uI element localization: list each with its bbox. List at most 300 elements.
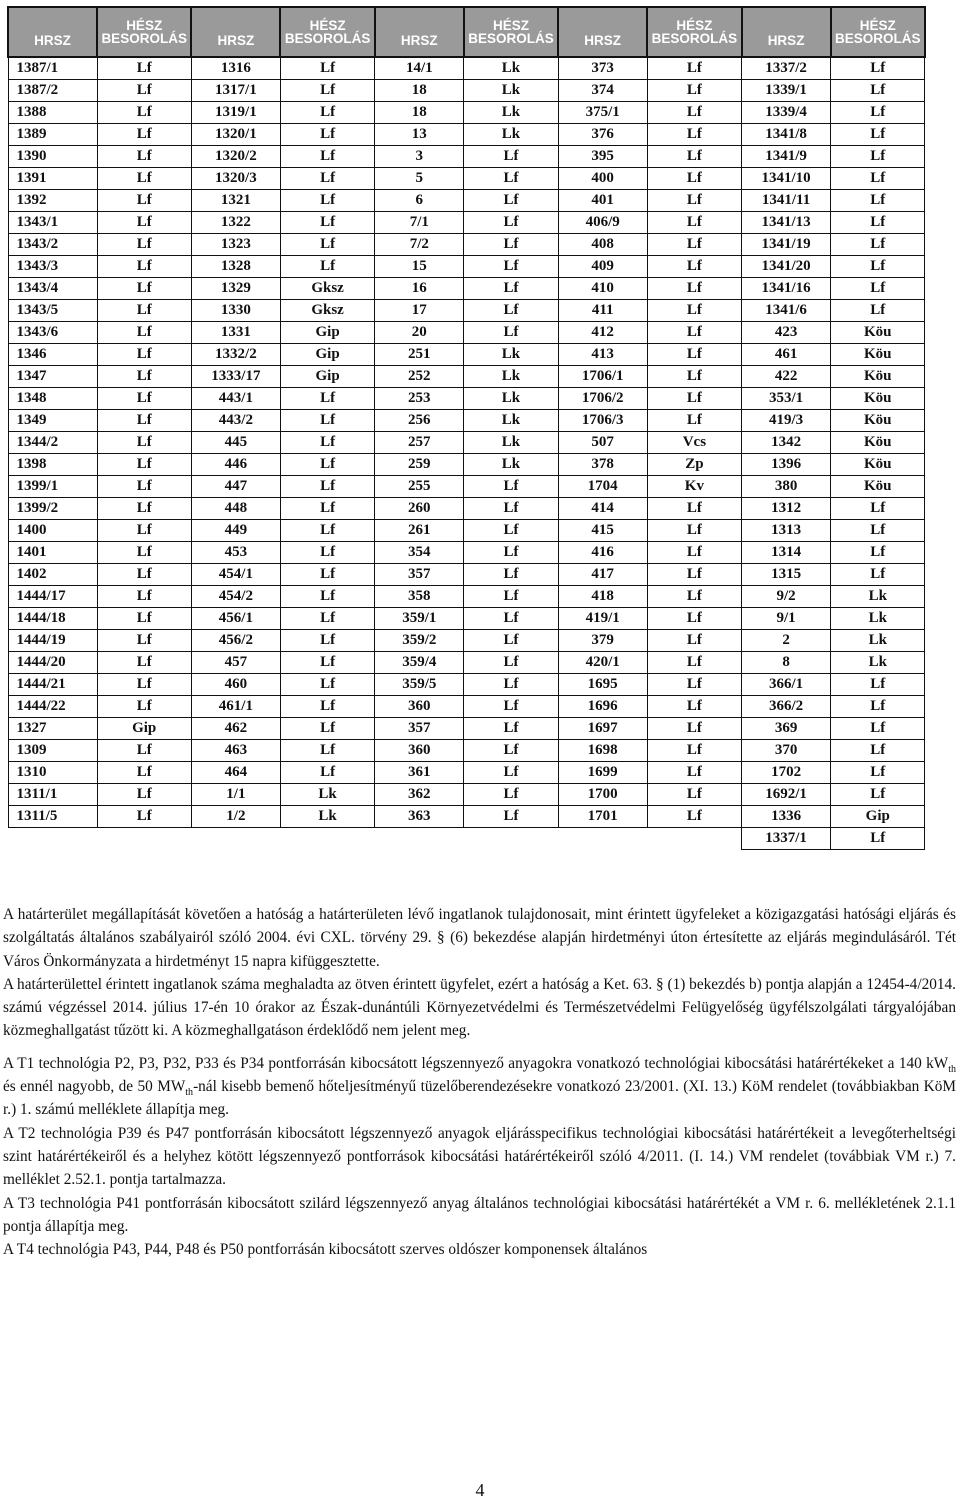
table-row: [8, 168, 925, 190]
cell-hrsz: 1341/6: [742, 300, 831, 322]
cell-besorolas: Lf: [97, 124, 191, 146]
cell-besorolas: Lf: [464, 630, 558, 652]
cell-besorolas: Lf: [97, 806, 191, 828]
table-row: [8, 322, 925, 344]
cell-besorolas: Lf: [464, 718, 558, 740]
cell-hrsz: 418: [558, 586, 647, 608]
cell-hrsz: 1342: [742, 432, 831, 454]
cell-hrsz: 251: [375, 344, 464, 366]
cell-besorolas: Lf: [280, 146, 374, 168]
cell-hrsz: 1346: [8, 344, 97, 366]
cell-besorolas: Lf: [831, 498, 925, 520]
cell-besorolas: Lk: [464, 344, 558, 366]
cell-besorolas: Lf: [831, 718, 925, 740]
cell-besorolas: Lk: [831, 608, 925, 630]
table-row: [8, 146, 925, 168]
cell-besorolas: Lf: [464, 256, 558, 278]
cell-besorolas: Lf: [647, 322, 741, 344]
table-row: [8, 784, 925, 806]
cell-hrsz: 1444/21: [8, 674, 97, 696]
cell-hrsz: 1444/19: [8, 630, 97, 652]
cell-hrsz: 1343/3: [8, 256, 97, 278]
cell-hrsz: 448: [191, 498, 280, 520]
paragraph-t1-part2: és ennél nagyobb, de 50 MW: [3, 1078, 186, 1096]
cell-hrsz: 1316: [191, 57, 280, 80]
cell-besorolas: Lf: [831, 124, 925, 146]
cell-hrsz: 1695: [558, 674, 647, 696]
cell-besorolas: Lf: [831, 278, 925, 300]
cell-hrsz: 13: [375, 124, 464, 146]
cell-besorolas: Lf: [280, 190, 374, 212]
cell-hrsz: 1699: [558, 762, 647, 784]
cell-hrsz: 413: [558, 344, 647, 366]
cell-besorolas: Lf: [464, 608, 558, 630]
cell-hrsz: 1343/2: [8, 234, 97, 256]
cell-hrsz: 445: [191, 432, 280, 454]
cell-hrsz: 360: [375, 740, 464, 762]
cell-besorolas: Lf: [97, 102, 191, 124]
cell-besorolas: Lf: [280, 652, 374, 674]
cell-hrsz: 464: [191, 762, 280, 784]
cell-besorolas: Lf: [647, 718, 741, 740]
cell-besorolas: Lf: [280, 212, 374, 234]
cell-hrsz: 462: [191, 718, 280, 740]
page-number: 4: [475, 1480, 485, 1500]
cell-hrsz: 1349: [8, 410, 97, 432]
header-label: HRSZ: [34, 32, 71, 48]
cell-hrsz: 460: [191, 674, 280, 696]
cell-hrsz: 16: [375, 278, 464, 300]
cell-besorolas: Lf: [647, 57, 741, 80]
cell-hrsz: 359/4: [375, 652, 464, 674]
cell-besorolas: Lf: [464, 542, 558, 564]
table-row: [8, 234, 925, 256]
cell-hrsz: 1319/1: [191, 102, 280, 124]
cell-hrsz: 380: [742, 476, 831, 498]
cell-hrsz: 1313: [742, 520, 831, 542]
cell-hrsz: 1392: [8, 190, 97, 212]
cell-besorolas: Köu: [831, 454, 925, 476]
cell-besorolas: Lf: [647, 234, 741, 256]
cell-besorolas: Gksz: [280, 300, 374, 322]
cell-hrsz: 447: [191, 476, 280, 498]
cell-besorolas: Lf: [97, 498, 191, 520]
cell-besorolas: Lf: [280, 256, 374, 278]
cell-hrsz: 1328: [191, 256, 280, 278]
cell-besorolas: Lf: [647, 564, 741, 586]
cell-besorolas: Lf: [97, 476, 191, 498]
paragraph-t1-part3: -nál kisebb bemenő hőteljesítményű tüzelőberendezésekre vonatkozó 23/2001. (XI. 13.) KöM rendelet (továbbiakban KöM r.) 1. számú melléklete állapítja meg.: [3, 1078, 956, 1119]
cell-hrsz: 1341/11: [742, 190, 831, 212]
cell-besorolas: Lf: [647, 80, 741, 102]
cell-hrsz: 453: [191, 542, 280, 564]
cell-hrsz: 7/2: [375, 234, 464, 256]
cell-besorolas: Lf: [831, 696, 925, 718]
cell-hrsz: 1399/2: [8, 498, 97, 520]
cell-besorolas: Lk: [280, 806, 374, 828]
cell-besorolas: Lf: [647, 762, 741, 784]
cell-besorolas: Lf: [97, 366, 191, 388]
cell-besorolas: Lf: [280, 718, 374, 740]
cell-besorolas: Lk: [464, 57, 558, 80]
cell-besorolas: Gip: [280, 322, 374, 344]
cell-hrsz: 419/3: [742, 410, 831, 432]
cell-besorolas: Lk: [831, 586, 925, 608]
header-label: HRSZ: [767, 32, 805, 48]
cell-hrsz: 360: [375, 696, 464, 718]
cell-besorolas: Lk: [464, 454, 558, 476]
cell-hrsz: 1343/1: [8, 212, 97, 234]
cell-hrsz: 1706/1: [558, 366, 647, 388]
cell-hrsz: 257: [375, 432, 464, 454]
cell-besorolas: Lk: [280, 784, 374, 806]
cell-besorolas: Lf: [280, 564, 374, 586]
cell-besorolas: Lf: [831, 674, 925, 696]
cell-besorolas: Lf: [831, 190, 925, 212]
cell-hrsz: 1387/2: [8, 80, 97, 102]
paragraph-t1-technology: [3, 1052, 956, 1122]
table-row: [8, 806, 925, 828]
table-row: [8, 828, 925, 850]
cell-hrsz: 1402: [8, 564, 97, 586]
cell-besorolas: Lf: [97, 586, 191, 608]
cell-hrsz: 2: [742, 630, 831, 652]
cell-besorolas: Lf: [831, 784, 925, 806]
cell-hrsz: 370: [742, 740, 831, 762]
cell-besorolas: Lf: [647, 212, 741, 234]
cell-besorolas: Lf: [464, 300, 558, 322]
cell-hrsz: 1/1: [191, 784, 280, 806]
cell-hrsz: 9/1: [742, 608, 831, 630]
cell-besorolas: Lf: [280, 388, 374, 410]
cell-hrsz: 1348: [8, 388, 97, 410]
cell-hrsz: 1444/22: [8, 696, 97, 718]
cell-hrsz: 376: [558, 124, 647, 146]
cell-hrsz: 1315: [742, 564, 831, 586]
table-row: [8, 366, 925, 388]
cell-besorolas: Gip: [97, 718, 191, 740]
cell-besorolas: Lf: [647, 366, 741, 388]
cell-besorolas: Lf: [97, 146, 191, 168]
table-row: [8, 344, 925, 366]
cell-hrsz: 1701: [558, 806, 647, 828]
cell-hrsz: 1696: [558, 696, 647, 718]
cell-hrsz: 423: [742, 322, 831, 344]
cell-besorolas: Lf: [97, 432, 191, 454]
cell-hrsz: 1398: [8, 454, 97, 476]
subscript-th-1: th: [948, 1063, 956, 1075]
cell-besorolas: Lf: [280, 740, 374, 762]
header-hesz-besorolas: HÉSZ BESOROLÁS: [464, 7, 558, 57]
cell-besorolas: Lf: [647, 586, 741, 608]
cell-besorolas: Köu: [831, 344, 925, 366]
cell-hrsz: 1444/18: [8, 608, 97, 630]
cell-besorolas: Köu: [831, 388, 925, 410]
cell-besorolas: Lf: [647, 542, 741, 564]
cell-besorolas: Lf: [831, 828, 925, 850]
cell-hrsz: 419/1: [558, 608, 647, 630]
cell-besorolas: Lf: [464, 586, 558, 608]
cell-besorolas: Lf: [97, 784, 191, 806]
cell-hrsz: 414: [558, 498, 647, 520]
cell-hrsz: 359/5: [375, 674, 464, 696]
cell-besorolas: Lf: [464, 146, 558, 168]
cell-besorolas: Lf: [464, 476, 558, 498]
table-body: [8, 57, 925, 850]
cell-hrsz: 7/1: [375, 212, 464, 234]
cell-besorolas: Lf: [647, 168, 741, 190]
cell-hrsz: 379: [558, 630, 647, 652]
cell-hrsz: 1389: [8, 124, 97, 146]
cell-besorolas: Lf: [97, 608, 191, 630]
cell-besorolas: Lf: [280, 520, 374, 542]
cell-hrsz: 362: [375, 784, 464, 806]
cell-hrsz: 1332/2: [191, 344, 280, 366]
cell-besorolas: Lf: [464, 322, 558, 344]
cell-besorolas: Lf: [647, 674, 741, 696]
cell-hrsz: 6: [375, 190, 464, 212]
cell-besorolas: Lf: [464, 762, 558, 784]
table-row: [8, 256, 925, 278]
cell-besorolas: Lf: [280, 410, 374, 432]
cell-besorolas: Lf: [831, 146, 925, 168]
cell-hrsz: 420/1: [558, 652, 647, 674]
cell-besorolas: Lf: [831, 80, 925, 102]
cell-hrsz: 252: [375, 366, 464, 388]
cell-besorolas: Lf: [280, 630, 374, 652]
cell-hrsz: 1698: [558, 740, 647, 762]
cell-hrsz: 361: [375, 762, 464, 784]
cell-hrsz: 1322: [191, 212, 280, 234]
cell-hrsz: 1702: [742, 762, 831, 784]
cell-besorolas: Kv: [647, 476, 741, 498]
cell-hrsz: 1692/1: [742, 784, 831, 806]
header-label: HRSZ: [400, 32, 438, 48]
table-row: [8, 124, 925, 146]
table-row: [8, 520, 925, 542]
cell-besorolas: Lf: [97, 190, 191, 212]
cell-hrsz: 1706/2: [558, 388, 647, 410]
cell-hrsz: 14/1: [375, 57, 464, 80]
cell-hrsz: 1341/8: [742, 124, 831, 146]
header-hesz-besorolas: HÉSZ BESOROLÁS: [831, 7, 925, 57]
cell-besorolas: Köu: [831, 366, 925, 388]
cell-hrsz: 1401: [8, 542, 97, 564]
cell-hrsz: 1344/2: [8, 432, 97, 454]
paragraph-t3-technology: A T3 technológia P41 pontforrásán kibocsátott szilárd légszennyező anyag általános technológiai kibocsátási határértékét a VM r. 6. mellékletének 2.1.1 pontja állapítja meg.: [3, 1194, 956, 1235]
cell-besorolas: Köu: [831, 432, 925, 454]
cell-hrsz: 354: [375, 542, 464, 564]
table-row: [8, 432, 925, 454]
cell-besorolas: Lf: [280, 80, 374, 102]
cell-hrsz: 461/1: [191, 696, 280, 718]
table-row: [8, 564, 925, 586]
cell-besorolas: Köu: [831, 476, 925, 498]
cell-besorolas: Lf: [647, 300, 741, 322]
cell-besorolas: Lk: [464, 124, 558, 146]
cell-hrsz: 449: [191, 520, 280, 542]
cell-besorolas: Lf: [831, 300, 925, 322]
cell-besorolas: Lf: [647, 608, 741, 630]
cell-besorolas: Lf: [280, 542, 374, 564]
cell-hrsz: 415: [558, 520, 647, 542]
table-row: [8, 80, 925, 102]
table-row: [8, 454, 925, 476]
table-row: [8, 762, 925, 784]
cell-besorolas: Lk: [464, 366, 558, 388]
cell-besorolas: Köu: [831, 410, 925, 432]
cell-besorolas: Lf: [464, 520, 558, 542]
cell-hrsz: 454/1: [191, 564, 280, 586]
table-row: [8, 608, 925, 630]
cell-hrsz: 1391: [8, 168, 97, 190]
cell-hrsz: 373: [558, 57, 647, 80]
cell-hrsz: 417: [558, 564, 647, 586]
table-row: [8, 300, 925, 322]
cell-hrsz: 411: [558, 300, 647, 322]
cell-besorolas: Lf: [647, 344, 741, 366]
cell-besorolas: Lk: [464, 388, 558, 410]
cell-besorolas: Lf: [647, 498, 741, 520]
cell-hrsz: 1387/1: [8, 57, 97, 80]
table-row: [8, 410, 925, 432]
table-row: [8, 212, 925, 234]
table-row: [8, 542, 925, 564]
header-hrsz: [8, 7, 97, 57]
cell-hrsz: 1343/6: [8, 322, 97, 344]
blank-cell: [8, 828, 742, 850]
table-row: [8, 190, 925, 212]
cell-besorolas: Zp: [647, 454, 741, 476]
table-row: [8, 476, 925, 498]
cell-besorolas: Vcs: [647, 432, 741, 454]
table-row: [8, 498, 925, 520]
cell-besorolas: Lf: [97, 762, 191, 784]
cell-hrsz: 353/1: [742, 388, 831, 410]
cell-besorolas: Lf: [97, 80, 191, 102]
cell-hrsz: 1337/1: [742, 828, 831, 850]
cell-hrsz: 1697: [558, 718, 647, 740]
paragraph-t4-technology: A T4 technológia P43, P44, P48 és P50 pontforrásán kibocsátott szerves oldószer komponensek általános: [3, 1241, 648, 1259]
cell-hrsz: 1336: [742, 806, 831, 828]
header-hesz-besorolas: HÉSZ BESOROLÁS: [280, 7, 374, 57]
cell-besorolas: Lf: [647, 410, 741, 432]
cell-hrsz: 1341/13: [742, 212, 831, 234]
cell-besorolas: Lf: [97, 322, 191, 344]
cell-besorolas: Lf: [831, 168, 925, 190]
paragraph-notification: A határterület megállapítását követően a hatóság a határterületen lévő ingatlanok tulajdonosait, mint érintett ügyfeleket a közigazgatási hatósági eljárás és szolgáltatás általános szabályairól szóló 2004. évi CXL. törvény 29. § (6) bekezdése alapján hirdetményi úton értesítette az eljárás megindulásáról. Tét Város Önkormányzata a hirdetményt 15 napra kifüggesztette.: [3, 906, 956, 970]
cell-hrsz: 401: [558, 190, 647, 212]
cell-besorolas: Lf: [464, 278, 558, 300]
cell-besorolas: Lf: [464, 190, 558, 212]
cell-besorolas: Lf: [280, 102, 374, 124]
cell-besorolas: Lf: [464, 498, 558, 520]
cell-hrsz: 454/2: [191, 586, 280, 608]
cell-besorolas: Lf: [831, 256, 925, 278]
cell-hrsz: 17: [375, 300, 464, 322]
cell-hrsz: 3: [375, 146, 464, 168]
cell-besorolas: Lf: [97, 168, 191, 190]
cell-hrsz: 1312: [742, 498, 831, 520]
cell-besorolas: Lf: [464, 806, 558, 828]
cell-hrsz: 1337/2: [742, 57, 831, 80]
cell-besorolas: Lk: [464, 432, 558, 454]
cell-hrsz: 1314: [742, 542, 831, 564]
cell-hrsz: 409: [558, 256, 647, 278]
cell-besorolas: Lk: [464, 410, 558, 432]
header-label: HRSZ: [217, 32, 255, 48]
cell-besorolas: Lf: [464, 168, 558, 190]
body-text: [3, 903, 956, 1261]
cell-hrsz: 255: [375, 476, 464, 498]
cell-hrsz: 256: [375, 410, 464, 432]
cell-besorolas: Lf: [464, 674, 558, 696]
cell-hrsz: 1333/17: [191, 366, 280, 388]
cell-besorolas: Lk: [831, 630, 925, 652]
cell-hrsz: 443/2: [191, 410, 280, 432]
cell-hrsz: 359/2: [375, 630, 464, 652]
cell-hrsz: 1343/5: [8, 300, 97, 322]
cell-besorolas: Lf: [647, 784, 741, 806]
table-row: [8, 102, 925, 124]
cell-besorolas: Lk: [464, 102, 558, 124]
cell-besorolas: Lf: [280, 476, 374, 498]
cell-hrsz: 406/9: [558, 212, 647, 234]
cell-hrsz: 1390: [8, 146, 97, 168]
cell-hrsz: 1388: [8, 102, 97, 124]
cell-besorolas: Lf: [97, 520, 191, 542]
cell-besorolas: Lf: [280, 586, 374, 608]
cell-besorolas: Lf: [280, 124, 374, 146]
cell-hrsz: 412: [558, 322, 647, 344]
table-row: [8, 740, 925, 762]
cell-besorolas: Lk: [831, 652, 925, 674]
cell-besorolas: Lf: [647, 740, 741, 762]
cell-besorolas: Gip: [280, 366, 374, 388]
cell-besorolas: Lf: [280, 432, 374, 454]
cell-besorolas: Köu: [831, 322, 925, 344]
cell-hrsz: 8: [742, 652, 831, 674]
cell-hrsz: 363: [375, 806, 464, 828]
cell-hrsz: 1343/4: [8, 278, 97, 300]
cell-besorolas: Lf: [647, 146, 741, 168]
cell-besorolas: Lf: [831, 564, 925, 586]
cell-besorolas: Lf: [97, 630, 191, 652]
cell-hrsz: 1341/10: [742, 168, 831, 190]
parcel-classification-table: [7, 6, 926, 850]
table-row: [8, 278, 925, 300]
cell-besorolas: Lf: [97, 278, 191, 300]
paragraph-t2-technology: A T2 technológia P39 és P47 pontforrásán kibocsátott légszennyező anyagok eljárásspecifikus technológiai kibocsátási határértékeit a levegőterheltségi szint határértékeiről és a helyhez kötött légszennyező pontforrások kibocsátási határértékeiről szóló 4/2011. (I. 14.) VM rendelet (továbbiak VM r.) 7. melléklet 2.52.1. pontja tartalmazza.: [3, 1124, 956, 1189]
cell-hrsz: 359/1: [375, 608, 464, 630]
cell-hrsz: 1400: [8, 520, 97, 542]
cell-besorolas: Lf: [464, 212, 558, 234]
cell-hrsz: 1309: [8, 740, 97, 762]
header-hrsz: [375, 7, 464, 57]
cell-besorolas: Lf: [647, 696, 741, 718]
cell-besorolas: Lf: [97, 300, 191, 322]
cell-besorolas: Lf: [647, 124, 741, 146]
cell-hrsz: 507: [558, 432, 647, 454]
cell-besorolas: Lf: [97, 256, 191, 278]
cell-hrsz: 1320/2: [191, 146, 280, 168]
cell-besorolas: Lf: [97, 564, 191, 586]
paragraph-t1-part1: A T1 technológia P2, P3, P32, P33 és P34 pontforrásán kibocsátott légszennyező anyagokra vonatkozó technológiai kibocsátási határértékeket a 140 kW: [3, 1054, 949, 1072]
cell-hrsz: 1341/20: [742, 256, 831, 278]
cell-besorolas: Lf: [97, 454, 191, 476]
cell-besorolas: Lf: [280, 696, 374, 718]
cell-besorolas: Lf: [831, 740, 925, 762]
